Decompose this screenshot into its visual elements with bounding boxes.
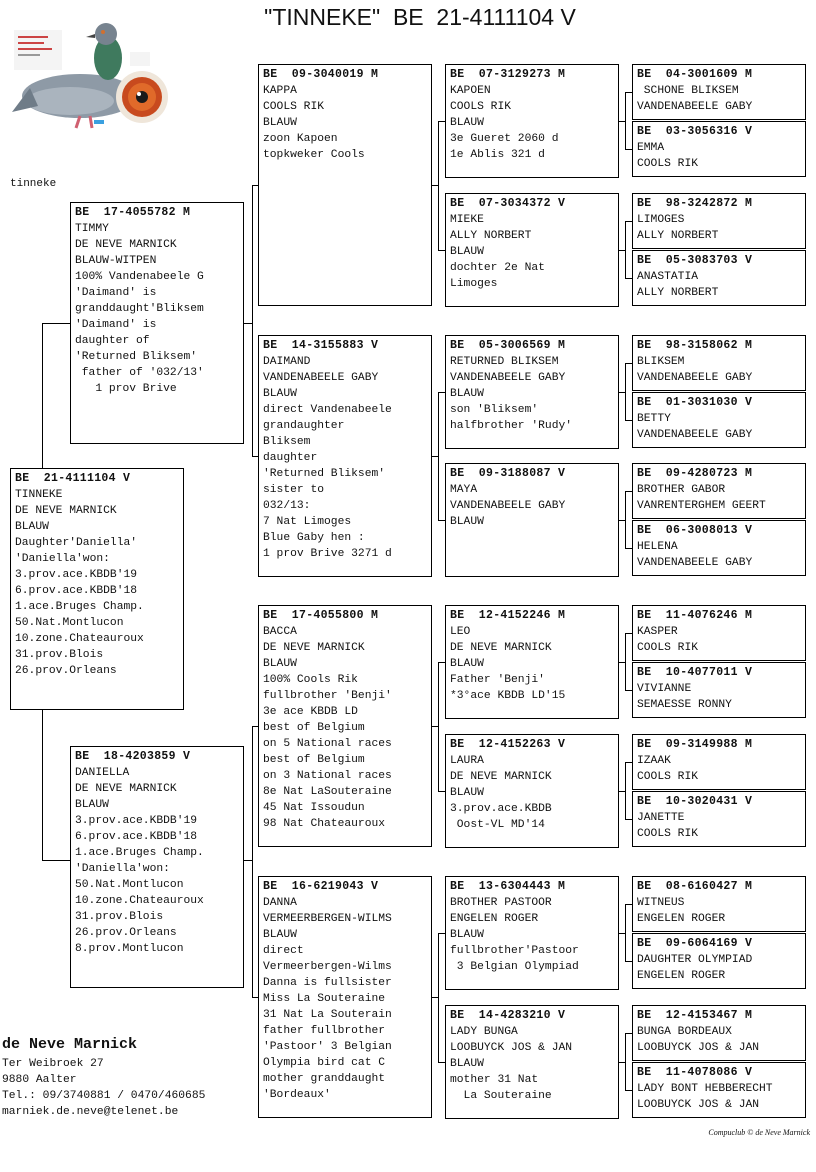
pedigree-line: BLIKSEM (637, 356, 685, 368)
ring-number: BE 12-4152263 V (450, 738, 566, 751)
pedigree-line: daughter (263, 452, 318, 464)
pedigree-line: 3e ace KBDB LD (263, 706, 358, 718)
ring-number: BE 10-3020431 V (637, 795, 753, 808)
pedigree-line: COOLS RIK (637, 642, 699, 654)
connector-line (42, 710, 43, 860)
ancestor-box (632, 250, 806, 306)
pedigree-line: father of '032/13' (75, 367, 204, 379)
ring-number: BE 09-3188087 V (450, 467, 566, 480)
ring-number: BE 07-3129273 M (450, 68, 566, 81)
pedigree-line: DE NEVE MARNICK (75, 783, 177, 795)
pedigree-line: DE NEVE MARNICK (15, 505, 117, 517)
connector-line (625, 904, 626, 961)
ancestor-box (632, 392, 806, 448)
owner-address: Ter Weibroek 27 (2, 1058, 104, 1070)
pedigree-line: La Souteraine (450, 1090, 552, 1102)
ring-number: BE 21-4111104 V (15, 472, 131, 485)
pedigree-line: sister to (263, 484, 325, 496)
pedigree-line: SEMAESSE RONNY (637, 699, 732, 711)
pedigree-line: daughter of (75, 335, 150, 347)
connector-line (625, 221, 626, 278)
pedigree-line: EMMA (637, 142, 665, 154)
pedigree-line: BLAUW (263, 388, 297, 400)
ring-number: BE 14-4283210 V (450, 1009, 566, 1022)
pedigree-line: VANDENABEELE GABY (450, 372, 566, 384)
pedigree-line: 3.prov.ace.KBDB'19 (75, 815, 198, 827)
connector-line (625, 1090, 632, 1091)
connector-line (438, 933, 439, 1062)
pedigree-line: HELENA (637, 541, 678, 553)
pedigree-line: 10.zone.Chateauroux (15, 633, 144, 645)
ring-number: BE 14-3155883 V (263, 339, 379, 352)
pedigree-line: mother granddaught (263, 1073, 386, 1085)
owner-block (2, 1034, 205, 1120)
pedigree-line: 'Returned Bliksem' (75, 351, 198, 363)
pedigree-line: LOOBUYCK JOS & JAN (637, 1042, 760, 1054)
pedigree-line: 3.prov.ace.KBDB'19 (15, 569, 138, 581)
pedigree-line: BACCA (263, 626, 297, 638)
great-grandparent-box (445, 463, 619, 577)
pedigree-line: ENGELEN ROGER (450, 913, 539, 925)
connector-line (42, 323, 70, 324)
owner-name: de Neve Marnick (2, 1036, 138, 1053)
pedigree-line: TIMMY (75, 223, 109, 235)
pedigree-line: 50.Nat.Montlucon (75, 879, 184, 891)
pedigree-line: BLAUW (450, 658, 484, 670)
pedigree-line: 31 Nat La Souterain (263, 1009, 392, 1021)
pedigree-line: 6.prov.ace.KBDB'18 (75, 831, 198, 843)
subject-box (10, 468, 184, 710)
pedigree-line: best of Belgium (263, 722, 365, 734)
pedigree-line: MIEKE (450, 214, 484, 226)
pedigree-line: COOLS RIK (637, 771, 699, 783)
connector-line (625, 92, 632, 93)
pedigree-line: DE NEVE MARNICK (75, 239, 177, 251)
pedigree-line: best of Belgium (263, 754, 365, 766)
pedigree-line: BLAUW (450, 787, 484, 799)
connector-line (438, 662, 439, 791)
ancestor-box (632, 64, 806, 120)
ring-number: BE 08-6160427 M (637, 880, 753, 893)
ancestor-box (632, 876, 806, 932)
pedigree-line: DE NEVE MARNICK (263, 642, 365, 654)
pedigree-line: BLAUW (15, 521, 49, 533)
pedigree-line: 1 prov Brive 3271 d (263, 548, 392, 560)
ring-number: BE 18-4203859 V (75, 750, 191, 763)
ring-number: BE 01-3031030 V (637, 396, 753, 409)
pedigree-line: KASPER (637, 626, 678, 638)
pedigree-line: 1.ace.Bruges Champ. (75, 847, 204, 859)
pedigree-line: COOLS RIK (637, 828, 699, 840)
ring-number: BE 06-3008013 V (637, 524, 753, 537)
great-grandparent-box (445, 1005, 619, 1119)
dam-box (70, 746, 244, 988)
pedigree-line: 50.Nat.Montlucon (15, 617, 124, 629)
ring-number: BE 05-3006569 M (450, 339, 566, 352)
pedigree-line: BETTY (637, 413, 671, 425)
pedigree-line: BUNGA BORDEAUX (637, 1026, 732, 1038)
connector-line (438, 121, 445, 122)
pedigree-line: VANRENTERGHEM GEERT (637, 500, 766, 512)
pedigree-line: BLAUW (263, 929, 297, 941)
pedigree-line: ENGELEN ROGER (637, 913, 726, 925)
pedigree-line: 1e Ablis 321 d (450, 149, 545, 161)
connector-line (42, 323, 43, 468)
pedigree-line: fullbrother'Pastoor (450, 945, 579, 957)
pedigree-line: 'Daniella'won: (15, 553, 110, 565)
ancestor-box (632, 605, 806, 661)
pedigree-line: LEO (450, 626, 471, 638)
connector-line (438, 1062, 445, 1063)
pedigree-line: *3°ace KBDB LD'15 (450, 690, 566, 702)
pedigree-line: granddaught'Bliksem (75, 303, 204, 315)
pedigree-line: 1 prov Brive (75, 383, 177, 395)
connector-line (438, 933, 445, 934)
pedigree-line: BROTHER PASTOOR (450, 897, 552, 909)
connector-line (252, 185, 258, 186)
pedigree-line: Oost-VL MD'14 (450, 819, 545, 831)
ring-number: BE 17-4055800 M (263, 609, 379, 622)
pedigree-line: VANDENABEELE GABY (637, 101, 753, 113)
grandparent-box (258, 335, 432, 577)
owner-email: marniek.de.neve@telenet.be (2, 1106, 179, 1118)
great-grandparent-box (445, 876, 619, 990)
connector-line (625, 762, 632, 763)
connector-line (438, 791, 445, 792)
ring-number: BE 09-3040019 M (263, 68, 379, 81)
connector-line (625, 149, 632, 150)
connector-line (625, 762, 626, 819)
pedigree-line: LIMOGES (637, 214, 685, 226)
ancestor-box (632, 335, 806, 391)
pedigree-line: VANDENABEELE GABY (637, 372, 753, 384)
pedigree-line: 26.prov.Orleans (75, 927, 177, 939)
pedigree-line: 8.prov.Montlucon (75, 943, 184, 955)
pedigree-line: 31.prov.Blois (75, 911, 164, 923)
ancestor-box (632, 193, 806, 249)
ring-number: BE 11-4078086 V (637, 1066, 753, 1079)
ancestor-box (632, 1062, 806, 1118)
pedigree-line: Miss La Souteraine (263, 993, 386, 1005)
pedigree-line: son 'Bliksem' (450, 404, 539, 416)
pedigree-line: KAPOEN (450, 85, 491, 97)
connector-line (252, 997, 258, 998)
pedigree-line: 'Daimand' is (75, 319, 157, 331)
pedigree-line: WITNEUS (637, 897, 685, 909)
pedigree-line: BLAUW (450, 1058, 484, 1070)
pedigree-line: JANETTE (637, 812, 685, 824)
connector-line (625, 420, 632, 421)
ring-number: BE 09-4280723 M (637, 467, 753, 480)
ancestor-box (632, 121, 806, 177)
ring-number: BE 05-3083703 V (637, 254, 753, 267)
pedigree-line: 'Bordeaux' (263, 1089, 331, 1101)
pedigree-line: COOLS RIK (263, 101, 325, 113)
pedigree-line: 100% Vandenabeele G (75, 271, 204, 283)
pedigree-line: BLAUW (450, 516, 484, 528)
connector-line (438, 392, 445, 393)
pedigree-line: 100% Cools Rik (263, 674, 358, 686)
pedigree-line: father fullbrother (263, 1025, 386, 1037)
pedigree-line: DE NEVE MARNICK (450, 771, 552, 783)
pedigree-line: DANIELLA (75, 767, 130, 779)
connector-line (625, 633, 632, 634)
pedigree-line: Blue Gaby hen : (263, 532, 365, 544)
pedigree-line: LADY BUNGA (450, 1026, 518, 1038)
ancestor-box (632, 463, 806, 519)
grandparent-box (258, 876, 432, 1118)
connector-line (625, 1033, 626, 1090)
pedigree-line: direct Vandenabeele (263, 404, 392, 416)
ring-number: BE 13-6304443 M (450, 880, 566, 893)
pedigree-line: ALLY NORBERT (450, 230, 532, 242)
pedigree-line: 8e Nat LaSouteraine (263, 786, 392, 798)
ancestor-box (632, 662, 806, 718)
sire-box (70, 202, 244, 444)
pedigree-line: VIVIANNE (637, 683, 692, 695)
ring-number: BE 09-6064169 V (637, 937, 753, 950)
ring-number: BE 11-4076246 M (637, 609, 753, 622)
connector-line (625, 363, 626, 420)
pedigree-line: 'Pastoor' 3 Belgian (263, 1041, 392, 1053)
pedigree-line: DANNA (263, 897, 297, 909)
connector-line (438, 121, 439, 250)
connector-line (625, 92, 626, 149)
pedigree-line: zoon Kapoen (263, 133, 338, 145)
pedigree-line: ENGELEN ROGER (637, 970, 726, 982)
pedigree-line: COOLS RIK (450, 101, 512, 113)
pedigree-line: 10.zone.Chateauroux (75, 895, 204, 907)
connector-line (625, 221, 632, 222)
grandparent-box (258, 605, 432, 847)
ring-number: BE 04-3001609 M (637, 68, 753, 81)
pedigree-line: LOOBUYCK JOS & JAN (637, 1099, 760, 1111)
connector-line (625, 363, 632, 364)
great-grandparent-box (445, 605, 619, 719)
pedigree-line: 3 Belgian Olympiad (450, 961, 579, 973)
owner-city: 9880 Aalter (2, 1074, 77, 1086)
great-grandparent-box (445, 335, 619, 449)
pedigree-line: BLAUW (263, 658, 297, 670)
connector-line (42, 860, 70, 861)
pedigree-line: direct (263, 945, 304, 957)
pedigree-line: Olympia bird cat C (263, 1057, 386, 1069)
connector-line (625, 491, 626, 548)
pedigree-line: 31.prov.Blois (15, 649, 104, 661)
connector-line (438, 250, 445, 251)
pedigree-line: grandaughter (263, 420, 345, 432)
connector-line (252, 726, 258, 727)
ring-number: BE 98-3158062 M (637, 339, 753, 352)
pedigree-line: on 3 National races (263, 770, 392, 782)
pedigree-line: MAYA (450, 484, 478, 496)
pedigree-line: 'Daniella'won: (75, 863, 170, 875)
pedigree-line: 'Returned Bliksem' (263, 468, 386, 480)
connector-line (625, 633, 626, 690)
pedigree-line: Father 'Benji' (450, 674, 545, 686)
pedigree-line: SCHONE BLIKSEM (637, 85, 739, 97)
pedigree-line: ALLY NORBERT (637, 287, 719, 299)
connector-line (244, 323, 252, 324)
connector-line (438, 662, 445, 663)
connector-line (625, 819, 632, 820)
connector-line (625, 548, 632, 549)
pedigree-line: LOOBUYCK JOS & JAN (450, 1042, 573, 1054)
pedigree-line: Vermeerbergen-Wilms (263, 961, 392, 973)
pedigree-line: 26.prov.Orleans (15, 665, 117, 677)
pedigree-line: LAURA (450, 755, 484, 767)
pedigree-line: halfbrother 'Rudy' (450, 420, 573, 432)
pedigree-line: LADY BONT HEBBERECHT (637, 1083, 773, 1095)
pedigree-line: BROTHER GABOR (637, 484, 726, 496)
ring-number: BE 09-3149988 M (637, 738, 753, 751)
pedigree-line: RETURNED BLIKSEM (450, 356, 559, 368)
pedigree-line: on 5 National races (263, 738, 392, 750)
connector-line (252, 185, 253, 456)
pedigree-line: fullbrother 'Benji' (263, 690, 392, 702)
pedigree-line: 032/13: (263, 500, 311, 512)
pedigree-line: VANDENABEELE GABY (637, 557, 753, 569)
connector-line (625, 491, 632, 492)
connector-line (438, 520, 445, 521)
pedigree-line: 7 Nat Limoges (263, 516, 352, 528)
connector-line (625, 1033, 632, 1034)
pedigree-line: 1.ace.Bruges Champ. (15, 601, 144, 613)
pedigree-line: VANDENABEELE GABY (450, 500, 566, 512)
pedigree-line: BLAUW (450, 117, 484, 129)
pedigree-line: IZAAK (637, 755, 671, 767)
pedigree-line: Bliksem (263, 436, 311, 448)
pedigree-line: BLAUW (450, 246, 484, 258)
pedigree-line: ANASTATIA (637, 271, 699, 283)
connector-line (438, 392, 439, 520)
page-title: "TINNEKE" BE 21-4111104 V (264, 4, 576, 30)
pedigree-line: BLAUW (263, 117, 297, 129)
pedigree-line: 3.prov.ace.KBDB (450, 803, 552, 815)
ancestor-box (632, 1005, 806, 1061)
pedigree-line: VANDENABEELE GABY (263, 372, 379, 384)
pedigree-line: 45 Nat Issoudun (263, 802, 365, 814)
ring-number: BE 03-3056316 V (637, 125, 753, 138)
pedigree-line: ALLY NORBERT (637, 230, 719, 242)
pedigree-line: dochter 2e Nat (450, 262, 545, 274)
connector-line (625, 690, 632, 691)
great-grandparent-box (445, 64, 619, 178)
pedigree-line: BLAUW-WITPEN (75, 255, 157, 267)
pedigree-line: TINNEKE (15, 489, 63, 501)
connector-line (625, 961, 632, 962)
pedigree-line: 98 Nat Chateauroux (263, 818, 386, 830)
pedigree-line: BLAUW (75, 799, 109, 811)
pedigree-line: 'Daimand' is (75, 287, 157, 299)
footer-credit: Compuclub © de Neve Marnick (708, 1128, 810, 1137)
pedigree-line: DAIMAND (263, 356, 311, 368)
owner-phone: Tel.: 09/3740881 / 0470/460685 (2, 1090, 206, 1102)
connector-line (252, 726, 253, 997)
pedigree-line: VANDENABEELE GABY (637, 429, 753, 441)
pedigree-line: BLAUW (450, 388, 484, 400)
ancestor-box (632, 933, 806, 989)
great-grandparent-box (445, 734, 619, 848)
ring-number: BE 16-6219043 V (263, 880, 379, 893)
pedigree-line: Limoges (450, 278, 498, 290)
pedigree-line: VERMEERBERGEN-WILMS (263, 913, 392, 925)
ancestor-box (632, 520, 806, 576)
pedigree-line: 3e Gueret 2060 d (450, 133, 559, 145)
pedigree-line: BLAUW (450, 929, 484, 941)
ring-number: BE 17-4055782 M (75, 206, 191, 219)
pedigree-line: COOLS RIK (637, 158, 699, 170)
grandparent-box (258, 64, 432, 306)
connector-line (625, 904, 632, 905)
pedigree-line: DAUGHTER OLYMPIAD (637, 954, 753, 966)
pedigree-line: 6.prov.ace.KBDB'18 (15, 585, 138, 597)
side-label: tinneke (10, 178, 57, 190)
ring-number: BE 98-3242872 M (637, 197, 753, 210)
pigeon-eye-photo (115, 70, 169, 124)
ring-number: BE 12-4153467 M (637, 1009, 753, 1022)
connector-line (244, 860, 252, 861)
pedigree-line: Danna is fullsister (263, 977, 392, 989)
ring-number: BE 10-4077011 V (637, 666, 753, 679)
pedigree-line: mother 31 Nat (450, 1074, 539, 1086)
great-grandparent-box (445, 193, 619, 307)
pedigree-line: KAPPA (263, 85, 297, 97)
connector-line (625, 278, 632, 279)
ring-number: BE 07-3034372 V (450, 197, 566, 210)
connector-line (252, 456, 258, 457)
ring-number: BE 12-4152246 M (450, 609, 566, 622)
pedigree-line: topkweker Cools (263, 149, 365, 161)
ancestor-box (632, 791, 806, 847)
pedigree-line: Daughter'Daniella' (15, 537, 138, 549)
ancestor-box (632, 734, 806, 790)
pedigree-line: DE NEVE MARNICK (450, 642, 552, 654)
